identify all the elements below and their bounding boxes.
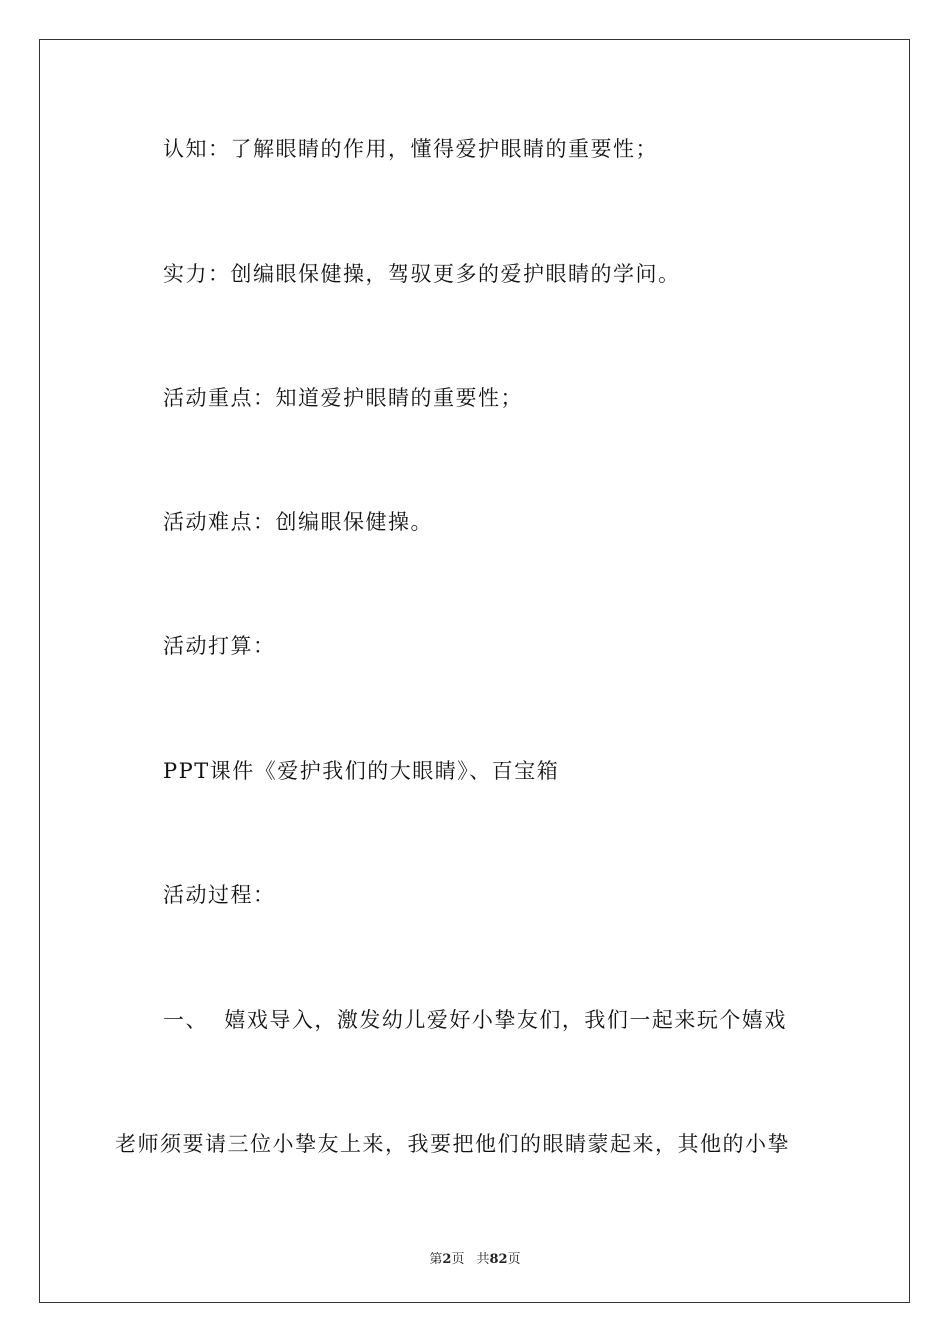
text-line-process-heading: 活动过程：	[163, 883, 276, 907]
footer-total-number: 82	[489, 1252, 508, 1267]
text-line-preparation-heading: 活动打算：	[163, 634, 276, 658]
footer-total-suffix: 页	[507, 1252, 521, 1267]
text-line-ability: 实力：创编眼保健操，驾驭更多的爱护眼睛的学问。	[163, 262, 681, 286]
text-line-step-one-continued: 老师须要请三位小挚友上来，我要把他们的眼睛蒙起来，其他的小挚	[115, 1132, 790, 1156]
text-line-difficulty: 活动难点：创编眼保健操。	[163, 510, 433, 534]
footer-page-prefix: 第	[429, 1252, 443, 1267]
text-line-materials: PPT课件《爱护我们的大眼睛》、百宝箱	[163, 759, 560, 783]
text-line-key-point: 活动重点：知道爱护眼睛的重要性；	[163, 386, 523, 410]
footer-page-suffix: 页	[451, 1252, 465, 1267]
text-line-step-one: 一、 嬉戏导入，激发幼儿爱好小挚友们，我们一起来玩个嬉戏	[163, 1008, 787, 1032]
page-footer	[0, 1248, 950, 1267]
page-border	[39, 39, 910, 1303]
footer-total-prefix: 共	[476, 1252, 490, 1267]
text-line-cognition: 认知：了解眼睛的作用，懂得爱护眼睛的重要性；	[163, 137, 658, 161]
footer-page-number: 2	[442, 1252, 452, 1267]
